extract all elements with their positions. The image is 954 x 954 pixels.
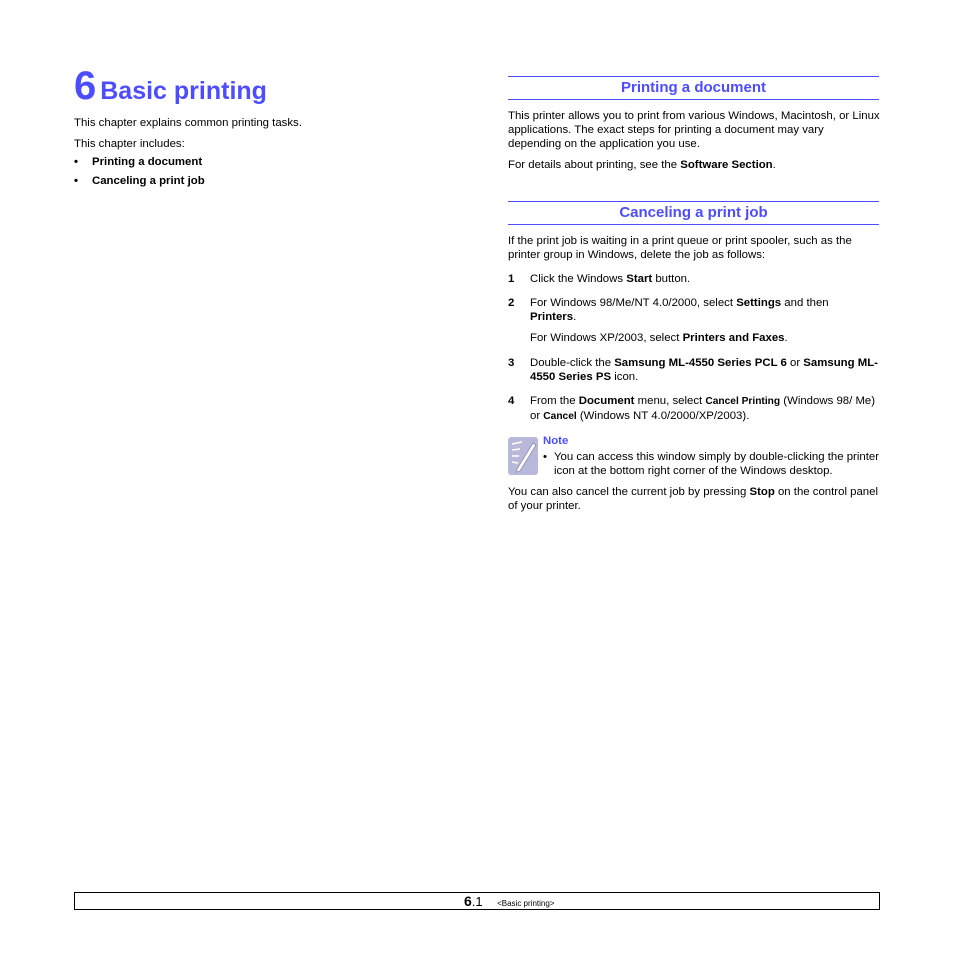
note-title: Note xyxy=(543,435,569,447)
step-number: 3 xyxy=(508,357,515,369)
section-heading-canceling: Canceling a print job xyxy=(508,201,879,225)
chapter-item-printing[interactable] xyxy=(74,156,202,168)
note-body xyxy=(543,450,883,478)
step-2-xp: For Windows XP/2003, select Printers and Faxes. xyxy=(530,332,788,344)
step-1: 1 Click the Windows Start button. xyxy=(508,273,691,285)
step-3: 3 Double-click the Samsung ML-4550 Series PCL 6 or Samsung ML-4550 Series PS icon. xyxy=(508,357,878,383)
printing-description: This printer allows you to print from various Windows, Macintosh, or Linux applications. The exact steps for printing a document may vary depending on the application you use. xyxy=(508,110,880,150)
step-number: 2 xyxy=(508,297,515,309)
step-number: 1 xyxy=(508,273,515,285)
software-section-link: Software Section xyxy=(680,159,773,171)
section-heading-printing: Printing a document xyxy=(508,76,879,100)
note-pen-icon xyxy=(508,437,538,475)
bullet: • xyxy=(543,451,547,463)
canceling-intro: If the print job is waiting in a print queue or print spooler, such as the printer group in Windows, delete the job as follows: xyxy=(508,235,852,261)
chapter-name: Basic printing xyxy=(100,77,267,105)
printing-details: For details about printing, see the Software Section. xyxy=(508,159,776,171)
chapter-intro: This chapter explains common printing tasks. xyxy=(74,117,302,129)
bullet: • xyxy=(74,156,78,168)
page-footer xyxy=(74,892,880,910)
chapter-includes-label: This chapter includes: xyxy=(74,138,185,150)
footer-chapter-label: <Basic printing> xyxy=(497,899,555,908)
canceling-closing: You can also cancel the current job by pressing Stop on the control panel of your printer. xyxy=(508,486,879,512)
bullet: • xyxy=(74,175,78,187)
chapter-title xyxy=(74,66,267,106)
chapter-number: 6 xyxy=(74,64,97,108)
chapter-item-label: Canceling a print job xyxy=(92,175,205,187)
stop-button-label: Stop xyxy=(749,486,775,498)
chapter-item-label: Printing a document xyxy=(92,156,203,168)
step-2: 2 For Windows 98/Me/NT 4.0/2000, select Settings and then Printers. xyxy=(508,297,829,323)
page-number: 6.1 xyxy=(464,893,483,909)
step-number: 4 xyxy=(508,395,515,407)
step-4: 4 From the Document menu, select Cancel Printing (Windows 98/ Me) or Cancel (Windows NT 4.0/2000/XP/2003). xyxy=(508,395,876,422)
chapter-item-canceling[interactable] xyxy=(74,175,205,187)
note-text: You can access this window simply by double-clicking the printer icon at the bottom right corner of the Windows desktop. xyxy=(554,451,880,477)
